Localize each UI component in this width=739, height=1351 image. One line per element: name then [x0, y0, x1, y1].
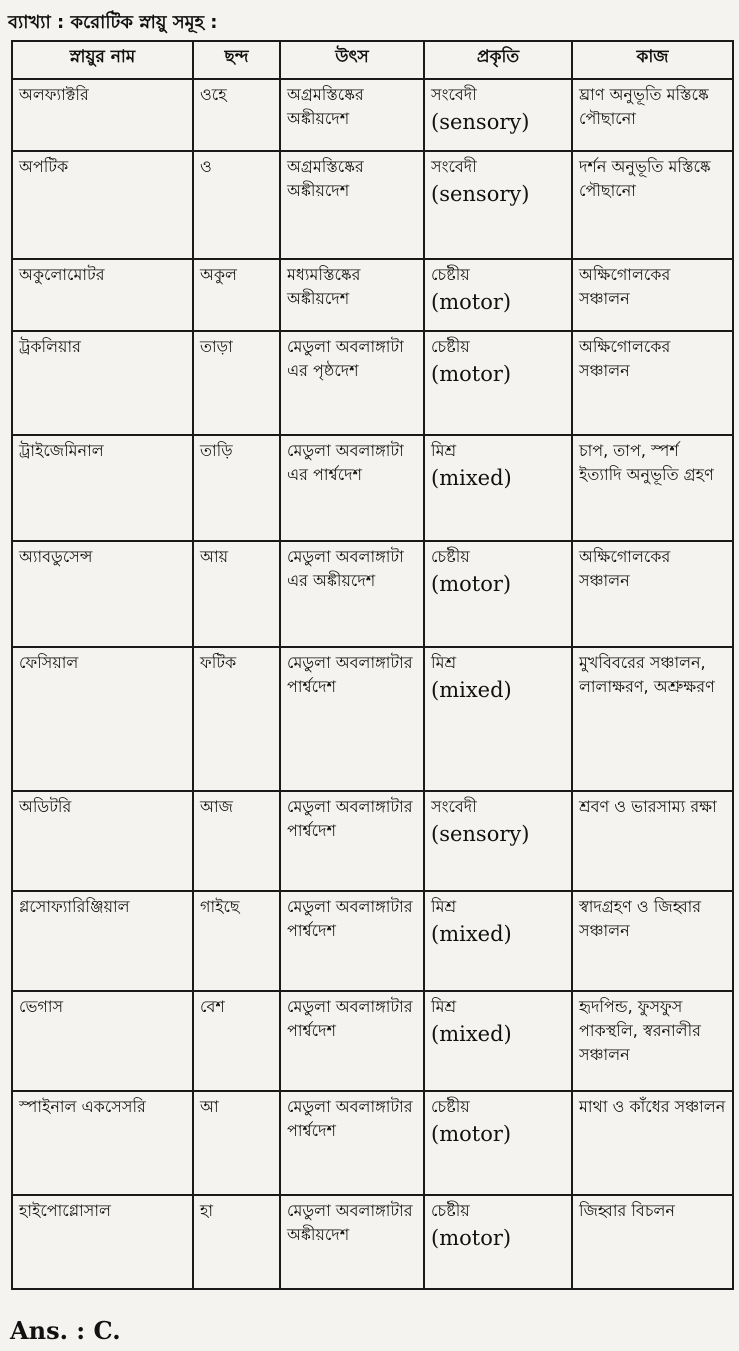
- header-nature: প্রকৃতি: [424, 41, 572, 79]
- header-rhyme: ছন্দ: [193, 41, 280, 79]
- rhyme-text: গাইছে: [200, 897, 240, 916]
- rhyme-text: হা: [200, 1201, 214, 1220]
- nerve-name-text: গ্লসোফ্যারিঞ্জিয়াল: [19, 897, 130, 916]
- nerve-name-cell: [12, 435, 193, 541]
- table-row: [12, 1091, 733, 1195]
- function-cell: [572, 1195, 733, 1289]
- origin-cell: [280, 891, 424, 991]
- function-text: দর্শন অনুভূতি মস্তিষ্কে পৌছানো: [579, 157, 711, 200]
- answer-label: Ans. : C.: [10, 1316, 121, 1345]
- nerve-name-text: অডিটরি: [19, 797, 72, 816]
- origin-text: মেডুলা অবলাঙ্গাটার পার্শ্বদেশ: [287, 1097, 413, 1140]
- nerve-name-cell: [12, 151, 193, 259]
- nature-text: সংবেদী: [431, 157, 477, 176]
- nerve-name-cell: [12, 1195, 193, 1289]
- table-row: [12, 991, 733, 1091]
- function-cell: [572, 331, 733, 435]
- function-text: ঘ্রাণ অনুভূতি মস্তিষ্কে পৌছানো: [579, 85, 709, 128]
- nature-english-text: (motor): [431, 1122, 512, 1146]
- rhyme-cell: [193, 991, 280, 1091]
- explanation-heading: ব্যাখ্যা : করোটিক স্নায়ু সমূহ :: [8, 12, 218, 33]
- header-origin: উৎস: [280, 41, 424, 79]
- nature-text: চেষ্টীয়: [431, 1201, 470, 1220]
- rhyme-text: অকুল: [200, 265, 237, 284]
- table-header-row: [12, 41, 733, 79]
- origin-cell: [280, 1195, 424, 1289]
- rhyme-text: আ: [200, 1097, 219, 1116]
- nature-cell: [424, 791, 572, 891]
- function-text: মাথা ও কাঁধের সঞ্চালন: [579, 1097, 726, 1116]
- rhyme-cell: [193, 151, 280, 259]
- origin-cell: [280, 331, 424, 435]
- origin-cell: [280, 1091, 424, 1195]
- nature-english-text: (motor): [431, 362, 512, 386]
- table-body: [12, 79, 733, 1289]
- origin-text: মেডুলা অবলাঙ্গাটার অঙ্কীয়দেশ: [287, 1201, 413, 1244]
- table-row: [12, 331, 733, 435]
- rhyme-text: তাড়ি: [200, 441, 233, 460]
- nerve-name-cell: [12, 647, 193, 791]
- nature-english-text: (sensory): [431, 110, 530, 134]
- function-cell: [572, 259, 733, 331]
- function-text: স্বাদগ্রহণ ও জিহ্বার সঞ্চালন: [579, 897, 702, 940]
- nerve-name-text: ভেগাস: [19, 997, 64, 1016]
- nerve-name-cell: [12, 891, 193, 991]
- nerve-name-text: অপটিক: [19, 157, 69, 176]
- table-row: [12, 791, 733, 891]
- origin-text: মেডুলা অবলাঙ্গাটার পার্শ্বদেশ: [287, 997, 413, 1040]
- rhyme-text: ওহে: [200, 85, 227, 104]
- function-cell: [572, 541, 733, 647]
- origin-text: অগ্রমস্তিষ্কের অঙ্কীয়দেশ: [287, 85, 364, 128]
- table-row: [12, 891, 733, 991]
- origin-cell: [280, 647, 424, 791]
- table-row: [12, 79, 733, 151]
- nature-cell: [424, 151, 572, 259]
- origin-cell: [280, 791, 424, 891]
- nerve-name-text: অ্যাবডুসেন্স: [19, 547, 93, 566]
- nature-english-text: (mixed): [431, 922, 512, 946]
- nature-text: চেষ্টীয়: [431, 337, 470, 356]
- nature-cell: [424, 891, 572, 991]
- rhyme-text: আজ: [200, 797, 233, 816]
- function-cell: [572, 891, 733, 991]
- nature-cell: [424, 1091, 572, 1195]
- rhyme-cell: [193, 891, 280, 991]
- origin-cell: [280, 79, 424, 151]
- origin-text: মেডুলা অবলাঙ্গাটার পার্শ্বদেশ: [287, 797, 413, 840]
- nature-english-text: (sensory): [431, 822, 530, 846]
- nature-english-text: (motor): [431, 1226, 512, 1250]
- rhyme-text: ফটিক: [200, 653, 237, 672]
- nature-text: চেষ্টীয়: [431, 265, 470, 284]
- origin-cell: [280, 435, 424, 541]
- nature-english-text: (motor): [431, 290, 512, 314]
- function-cell: [572, 791, 733, 891]
- nerve-name-text: ট্রকলিয়ার: [19, 337, 81, 356]
- nature-cell: [424, 541, 572, 647]
- nerve-name-cell: [12, 331, 193, 435]
- nature-english-text: (mixed): [431, 466, 512, 490]
- nature-cell: [424, 259, 572, 331]
- nature-text: মিশ্র: [431, 441, 457, 460]
- origin-cell: [280, 151, 424, 259]
- nerve-name-text: অলফ্যাক্টরি: [19, 85, 89, 104]
- cranial-nerves-table: [11, 40, 734, 1290]
- nature-cell: [424, 79, 572, 151]
- nerve-name-text: ট্রাইজেমিনাল: [19, 441, 104, 460]
- nature-english-text: (motor): [431, 572, 512, 596]
- origin-text: মেডুলা অবলাঙ্গাটা এর পৃষ্ঠদেশ: [287, 337, 404, 380]
- table-row: [12, 1195, 733, 1289]
- nature-english-text: (sensory): [431, 182, 530, 206]
- function-text: জিহ্বার বিচলন: [579, 1201, 675, 1220]
- table-row: [12, 647, 733, 791]
- nerve-name-cell: [12, 541, 193, 647]
- rhyme-cell: [193, 541, 280, 647]
- nature-text: চেষ্টীয়: [431, 547, 470, 566]
- function-cell: [572, 79, 733, 151]
- nerve-name-text: অকুলোমোটর: [19, 265, 105, 284]
- nerve-name-text: স্পাইনাল একসেসরি: [19, 1097, 146, 1116]
- rhyme-cell: [193, 79, 280, 151]
- nature-cell: [424, 1195, 572, 1289]
- nature-cell: [424, 647, 572, 791]
- function-text: অক্ষিগোলকের সঞ্চালন: [579, 265, 671, 308]
- nature-english-text: (mixed): [431, 678, 512, 702]
- nature-text: মিশ্র: [431, 997, 457, 1016]
- function-cell: [572, 647, 733, 791]
- function-text: শ্রবণ ও ভারসাম্য রক্ষা: [579, 797, 717, 816]
- origin-text: মধ্যমস্তিষ্কের অঙ্কীয়দেশ: [287, 265, 361, 308]
- nature-text: চেষ্টীয়: [431, 1097, 470, 1116]
- function-text: চাপ, তাপ, স্পর্শ ইত্যাদি অনুভূতি গ্রহণ: [579, 441, 714, 484]
- nerve-name-text: ফেসিয়াল: [19, 653, 79, 672]
- function-cell: [572, 435, 733, 541]
- table-row: [12, 151, 733, 259]
- rhyme-cell: [193, 259, 280, 331]
- rhyme-text: বেশ: [200, 997, 225, 1016]
- table-row: [12, 435, 733, 541]
- function-text: অক্ষিগোলকের সঞ্চালন: [579, 337, 671, 380]
- origin-cell: [280, 541, 424, 647]
- nerve-name-cell: [12, 79, 193, 151]
- origin-cell: [280, 259, 424, 331]
- nature-cell: [424, 435, 572, 541]
- nerve-name-cell: [12, 991, 193, 1091]
- function-text: মুখবিবরের সঞ্চালন, লালাক্ষরণ, অশ্রুক্ষরণ: [579, 653, 715, 696]
- origin-text: মেডুলা অবলাঙ্গাটার পার্শ্বদেশ: [287, 653, 413, 696]
- origin-cell: [280, 991, 424, 1091]
- function-text: অক্ষিগোলকের সঞ্চালন: [579, 547, 671, 590]
- origin-text: অগ্রমস্তিষ্কের অঙ্কীয়দেশ: [287, 157, 364, 200]
- nature-text: মিশ্র: [431, 897, 457, 916]
- rhyme-cell: [193, 331, 280, 435]
- function-text: হৃদপিন্ড, ফুসফুস পাকস্থলি, স্বরনালীর সঞ্চালন: [579, 997, 701, 1064]
- nature-text: মিশ্র: [431, 653, 457, 672]
- nature-text: সংবেদী: [431, 797, 477, 816]
- function-cell: [572, 151, 733, 259]
- nerve-name-cell: [12, 1091, 193, 1195]
- table-row: [12, 259, 733, 331]
- origin-text: মেডুলা অবলাঙ্গাটা এর অঙ্কীয়দেশ: [287, 547, 404, 590]
- origin-text: মেডুলা অবলাঙ্গাটা এর পার্শ্বদেশ: [287, 441, 404, 484]
- header-function: কাজ: [572, 41, 733, 79]
- nature-english-text: (mixed): [431, 1022, 512, 1046]
- nerve-name-cell: [12, 791, 193, 891]
- nerve-name-text: হাইপোগ্লোসাল: [19, 1201, 111, 1220]
- origin-text: মেডুলা অবলাঙ্গাটার পার্শ্বদেশ: [287, 897, 413, 940]
- header-nerve-name: স্নায়ুর নাম: [12, 41, 193, 79]
- rhyme-text: তাড়া: [200, 337, 233, 356]
- rhyme-cell: [193, 647, 280, 791]
- function-cell: [572, 1091, 733, 1195]
- rhyme-text: ও: [200, 157, 212, 176]
- rhyme-text: আয়: [200, 547, 229, 566]
- nature-cell: [424, 991, 572, 1091]
- nature-cell: [424, 331, 572, 435]
- function-cell: [572, 991, 733, 1091]
- nerve-name-cell: [12, 259, 193, 331]
- rhyme-cell: [193, 1091, 280, 1195]
- rhyme-cell: [193, 791, 280, 891]
- table-row: [12, 541, 733, 647]
- rhyme-cell: [193, 435, 280, 541]
- nature-text: সংবেদী: [431, 85, 477, 104]
- rhyme-cell: [193, 1195, 280, 1289]
